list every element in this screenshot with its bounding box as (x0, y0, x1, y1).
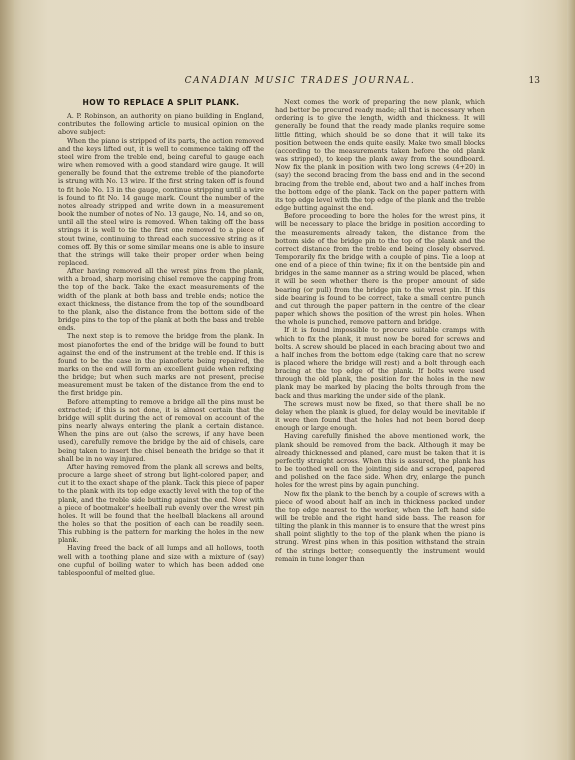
left-column (58, 98, 264, 577)
running-header (60, 76, 540, 90)
paragraph: After having removed all the wrest pins from the plank, with a broad, sharp morising chisel remove the capping from the top of the back. Take the exact measurements of the width of the plank at both bass and treble ends; notice the exact thickness, the distance from the top of the soundboard to the plank, also the distance from the bottom side of the bridge pins to the top of the plank at both the bass and treble ends. (58, 267, 264, 333)
paragraph: After having removed from the plank all screws and belts, procure a large sheet of strong but light-colored paper, and cut it to the exact shape of the plank. Tack this piece of paper to the plank with its top edge exactly level with the top of the plank, and the treble side butting against the end. Now with a piece of bootmaker's heelball rub evenly over the wrest pin holes. It will be found that the heelball blackens all around the holes so that the position of each can be readily seen. This rubbing is the pattern for marking the holes in the new plank. (58, 462, 264, 545)
journal-title: CANADIAN MUSIC TRADES JOURNAL. (184, 76, 416, 86)
article-title: HOW TO REPLACE A SPLIT PLANK. (82, 98, 240, 107)
page-right-edge (567, 0, 575, 760)
paragraph: Before proceeding to bore the holes for the wrest pins, it will be necessary to place the bridge in position according to the measurements already taken, the distance from the bottom side of the bridge pin to the top of the plank and the correct distance from the treble end being closely observed. Temporarily fix the bridge with a couple of pins. Tie a loop at one end of a piece of thin twine; fix it on the bentside pin and bridges in the same manner as a string would be placed, when it will be seen whether there is the proper amount of side bearing (or pull) from the bridge pin to the wrest pin. If this side bearing is found to be correct, take a small centre punch and cut through the paper pattern in the centre of the clear paper which shows the position of the wrest pin holes. When the whole is punched, remove pattern and bridge. (275, 212, 485, 327)
paragraph: If it is found impossible to procure suitable cramps with which to fix the plank, it must now be bored for screws and bolts. A screw should be placed in each bracing about two and a half inches from the bottom edge (taking care that no screw is placed where the bridge will rest) and a bolt through each bracing at the top edge of the plank. If bolts were used through the old plank, the position for the holes in the new plank may be marked by placing the bolts through from the back and thus marking the under side of the plank. (275, 326, 485, 400)
paragraph: Having freed the back of all lumps and all hollows, tooth well with a toothing plane and size with a mixture of (say) one cupful of boiling water to which has been added one tablespoonful of melted glue. (58, 544, 264, 577)
page-number: 13 (528, 76, 540, 86)
page-binding-edge (0, 0, 14, 760)
paragraph: The next step is to remove the bridge from the plank. In most pianofortes the end of the bridge will be found to butt against the end of the instrument at the treble end. If this is found to be the case in the pianoforte being repaired, the marks on the end will form an excellent guide when refixing the bridge; but when such marks are not present, precise measurement must be taken of the distance from the end to the first bridge pin. (58, 332, 264, 398)
paragraph: Before attempting to remove a bridge all the pins must be extracted; if this is not done, it is almost certain that the bridge will split during the act of removal on account of the pins nearly always entering the plank a certain distance. When the pins are out (also the screws, if any have been used), carefully remove the bridge by the aid of chisels, care being taken to insert the chisel beneath the bridge so that it shall be in no way injured. (58, 397, 264, 463)
paragraph: A. P. Robinson, an authority on piano building in England, contributes the following article to musical opinion on the above subject: (58, 112, 264, 137)
paragraph: Having carefully finished the above mentioned work, the plank should be removed from the back. Although it may be already thicknessed and planed, care must be taken that it is perfectly straight across. When this is assured, the plank has to be toothed well on the jointing side and scraped, papered and polished on the face side. When dry, enlarge the punch holes for the wrest pins by again punching. (275, 432, 485, 490)
paragraph: Now fix the plank to the bench by a couple of screws with a piece of wood about half an inch in thickness packed under the top edge nearest to the worker, when the left hand side will be treble and the right hand side bass. The reason for tilting the plank in this manner is to ensure that the wrest pins shall point slightly to the top of the plank when the piano is strung. Wrest pins when in this position withstand the strain of the strings better; consequently the instrument would remain in tune longer than (275, 489, 485, 563)
paragraph: Next comes the work of preparing the new plank, which had better be procured ready made; all that is necessary when ordering is to give the length, width and thickness. It will generally be found that the ready made planks require some little fitting, which should be so done that it will take its position between the ends quite easily. Make two small blocks (according to the measurements taken before the old plank was stripped), to keep the plank away from the soundboard. Now fix the plank in position with two long screws (4+20) in (say) the second bracing from the bass end and in the second bracing from the treble end, about two and a half inches from the bottom edge of the plank. Tack on the paper pattern with its top edge level with the top edge of the plank and the treble edge butting against the end. (275, 98, 485, 213)
right-column (275, 98, 485, 563)
paragraph: When the piano is stripped of its parts, the action removed and the keys lifted out, it is well to commence taking off the steel wire from the treble end, being careful to gauge each wire when removed with a good standard wire gauge. It will generally be found that the extreme treble of the pianoforte is strung with No. 13 wire. If the first string taken off is found to fit hole No. 13 in the gauge, continue stripping until a wire is found to fit No. 14 gauge mark. Count the number of the notes already stripped and write down in a measurement book the number of notes of No. 13 gauge, No. 14, and so on, until all the steel wire is removed. When taking off the bass strings it is well to tie the first one removed to a piece of stout twine, continuing to thread each successive string as it comes off. By this or some similar means one is able to insure that the strings will take their proper order when being replaced. (58, 136, 265, 267)
paragraph: The screws must now be fixed, so that there shall be no delay when the plank is glued, for delay would be inevitable if it were then found that the holes had not been bored deep enough or large enough. (275, 399, 485, 433)
